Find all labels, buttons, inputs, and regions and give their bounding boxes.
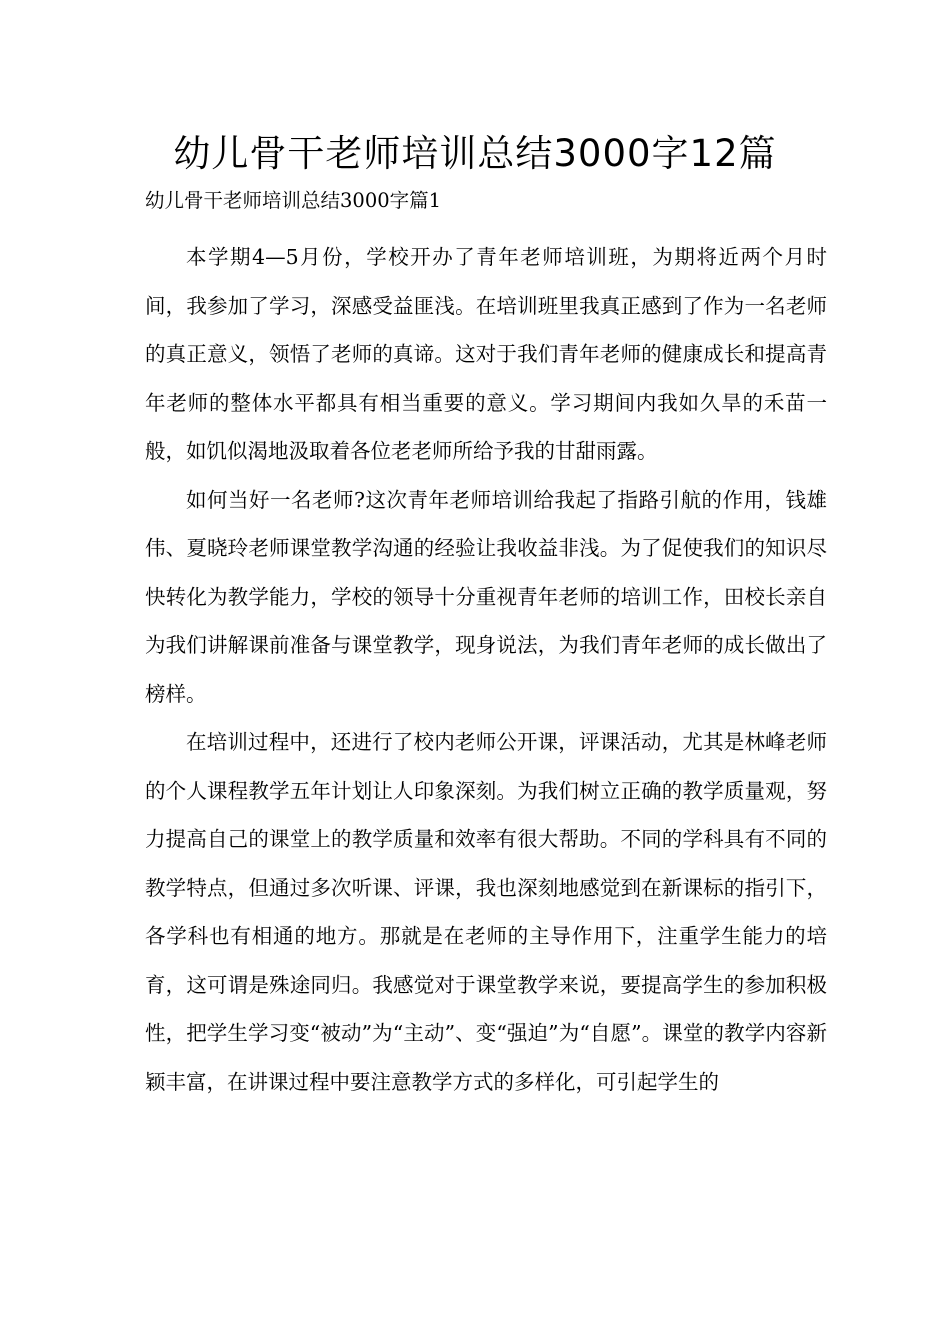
paragraph-3: 在培训过程中，还进行了校内老师公开课，评课活动，尤其是林峰老师的个人课程教学五年计划让人印象深刻。为我们树立正确的教学质量观，努力提高自己的课堂上的教学质量和效率有很大帮助。不同的学科具有不同的教学特点，但通过多次听课、评课，我也深刻地感觉到在新课标的指引下，各学科也有相通的地方。那就是在老师的主导作用下，注重学生能力的培育，这可谓是殊途同归。我感觉对于课堂教学来说，要提高学生的参加积极性，把学生学习变“被动”为“主动”、变“强迫”为“自愿”。课堂的教学内容新颖丰富，在讲课过程中要注意教学方式的多样化，可引起学生的	[145, 730, 827, 1094]
document-body	[145, 233, 827, 1106]
paragraph-1: 本学期4—5月份，学校开办了青年老师培训班，为期将近两个月时间，我参加了学习，深感受益匪浅。在培训班里我真正感到了作为一名老师的真正意义，领悟了老师的真谛。这对于我们青年老师的健康成长和提高青年老师的整体水平都具有相当重要的意义。学习期间内我如久旱的禾苗一般，如饥似渴地汲取着各位老老师所给予我的甘甜雨露。	[145, 245, 827, 463]
section-heading: 幼儿骨干老师培训总结3000字篇1	[145, 189, 442, 212]
document-title: 幼儿骨干老师培训总结3000字12篇	[173, 132, 777, 175]
paragraph-2: 如何当好一名老师?这次青年老师培训给我起了指路引航的作用，钱雄伟、夏晓玲老师课堂教学沟通的经验让我收益非浅。为了促使我们的知识尽快转化为教学能力，学校的领导十分重视青年老师的培训工作，田校长亲自为我们讲解课前准备与课堂教学，现身说法，为我们青年老师的成长做出了榜样。	[145, 487, 827, 706]
